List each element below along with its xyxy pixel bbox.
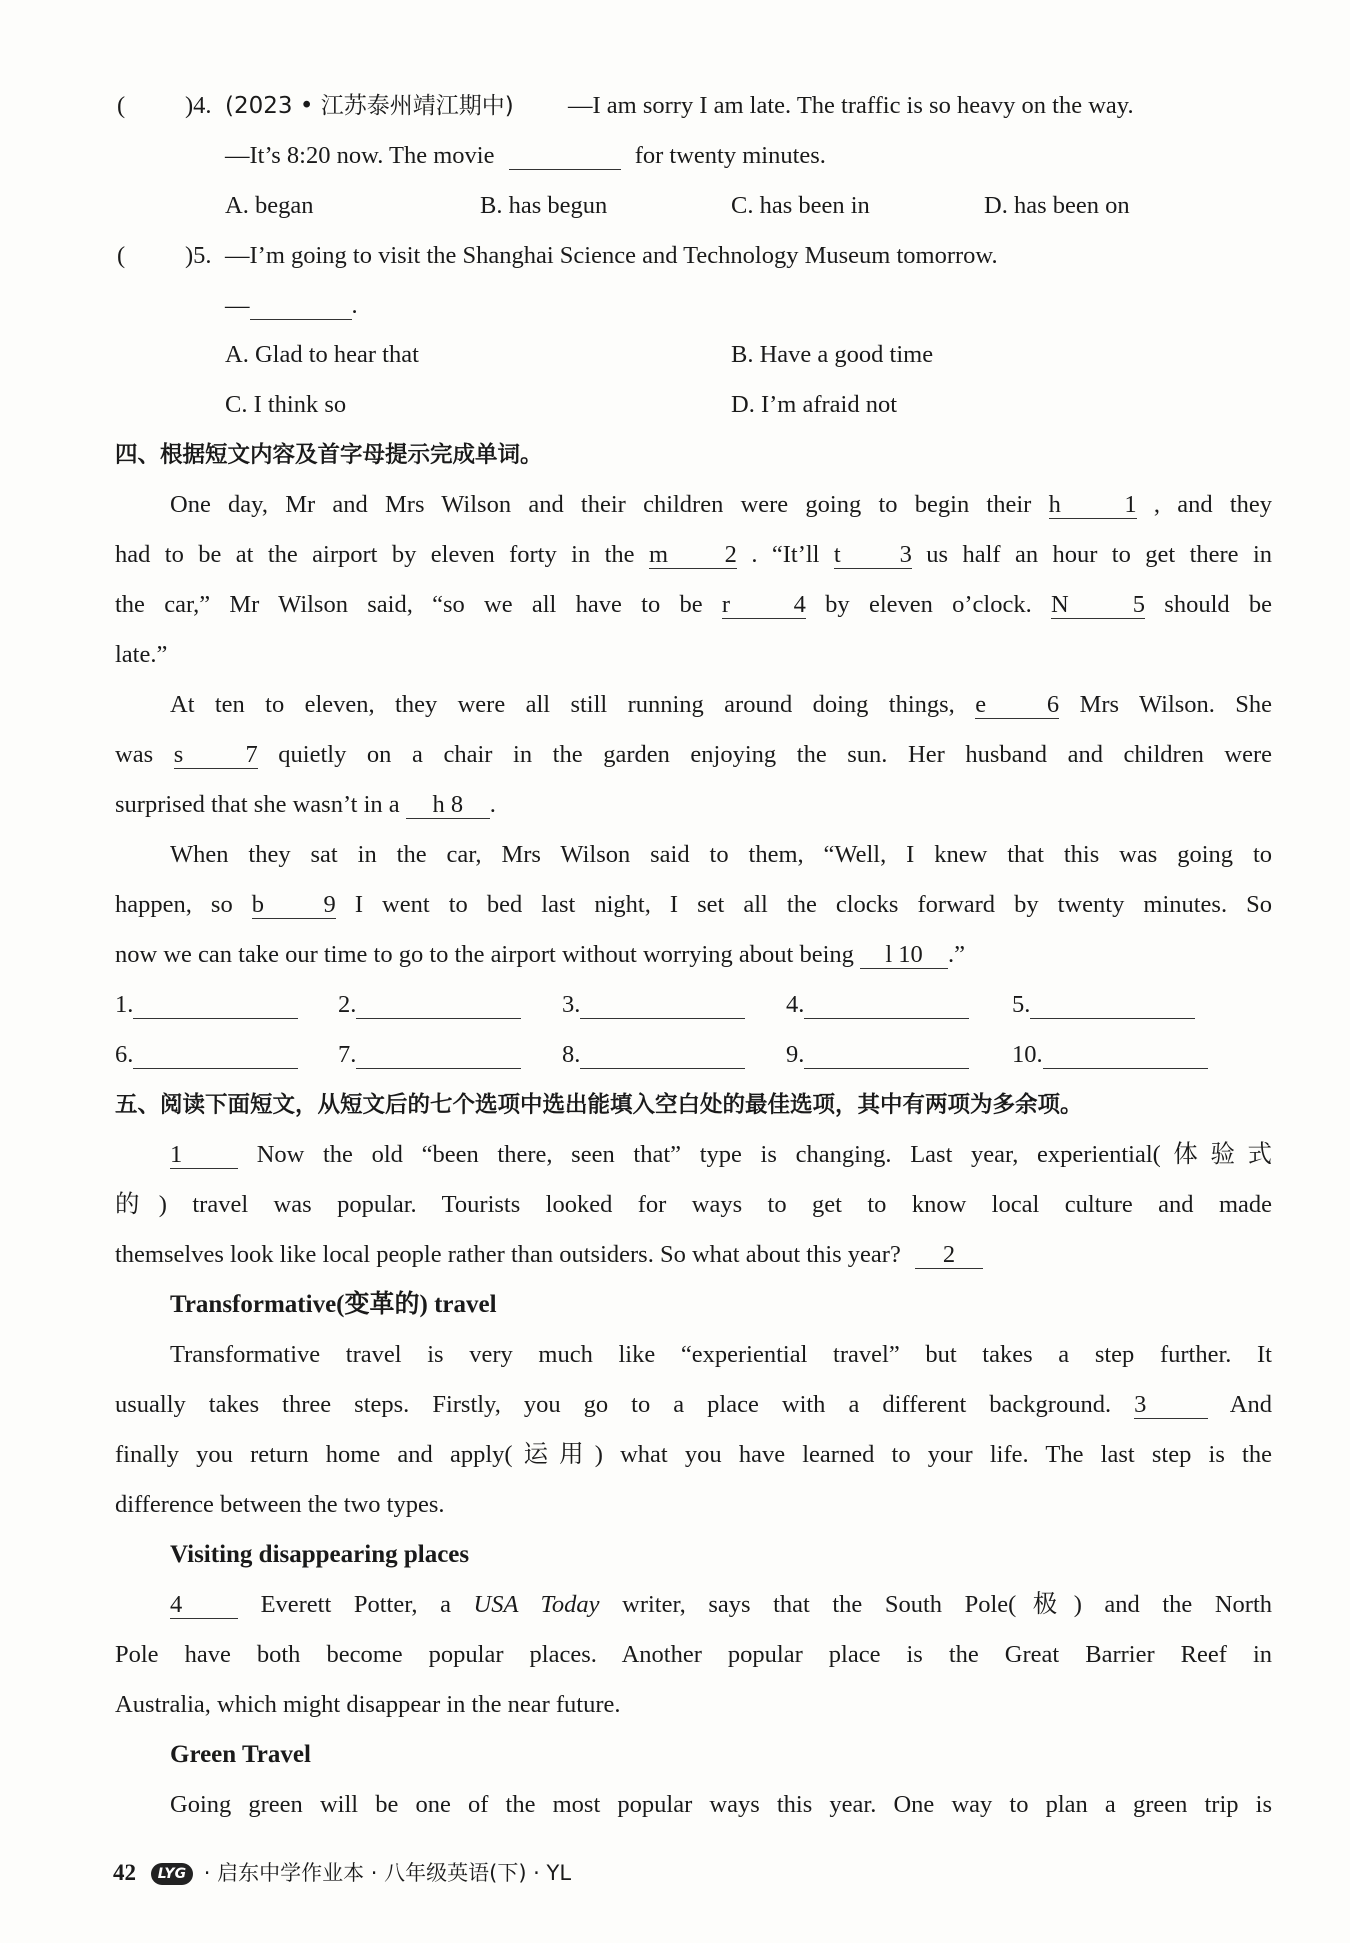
s4-blank-7[interactable]: s 7 <box>173 741 258 768</box>
s5-blank-3[interactable]: 3 <box>1134 1392 1208 1419</box>
text: And <box>1229 1391 1272 1418</box>
s4-p2-line2 <box>115 739 1272 771</box>
text: themselves look like local people rather than outsiders. So what about this year? <box>115 1241 901 1268</box>
s4-p2-line3 <box>115 789 496 821</box>
s4-blank-5[interactable]: N 5 <box>1051 591 1146 618</box>
q5-option-b[interactable]: B. Have a good time <box>731 341 934 368</box>
s5-p1-line3 <box>115 1239 983 1271</box>
q4-option-b[interactable]: B. has begun <box>480 192 608 219</box>
s5-p3-line1 <box>170 1589 1272 1621</box>
answer-label: 5. <box>1012 991 1031 1018</box>
s5-p3-line3: Australia, which might disappear in the near future. <box>115 1691 621 1718</box>
text: happen, so <box>115 891 233 918</box>
s4-p1-line2 <box>115 539 1272 571</box>
answer-label: 9. <box>786 1041 805 1068</box>
s5-p2-line1: Transformative travel is very much like “experiential travel” but takes a step further. It <box>170 1341 1272 1368</box>
section4-heading: 四、根据短文内容及首字母提示完成单词。 <box>115 442 543 468</box>
q5-line1: —I’m going to visit the Shanghai Science and Technology Museum tomorrow. <box>225 242 998 269</box>
answer-blank[interactable] <box>133 992 298 1019</box>
s4-blank-9[interactable]: b 9 <box>251 891 336 918</box>
answer-label: 6. <box>115 1041 134 1068</box>
s4-p3-line1: When they sat in the car, Mrs Wilson said to them, “Well, I knew that this was going to <box>170 841 1272 868</box>
answer-label: 3. <box>562 991 581 1018</box>
answer-3[interactable] <box>562 989 745 1021</box>
q5-option-d[interactable]: D. I’m afraid not <box>731 391 897 418</box>
footer-text: · 启东中学作业本 · 八年级英语(下) · YL <box>203 1861 572 1885</box>
s5-blank-1[interactable]: 1 <box>170 1142 238 1169</box>
q5-line2 <box>225 290 358 322</box>
s4-p1-line3 <box>115 589 1272 621</box>
subheading-green: Green Travel <box>170 1741 311 1768</box>
s4-p1-line4: late.” <box>115 641 168 668</box>
text: had to be at the airport by eleven forty in the <box>115 541 635 568</box>
answer-blank[interactable] <box>133 1042 298 1069</box>
s5-p4-line1: Going green will be one of the most popular ways this year. One way to plan a green trip is <box>170 1791 1272 1818</box>
s5-p2-line4: difference between the two types. <box>115 1491 445 1518</box>
answer-2[interactable] <box>338 989 521 1021</box>
s4-blank-10[interactable]: l 10 <box>860 942 948 969</box>
s5-p2-line2 <box>115 1389 1272 1421</box>
q4-line2-a: —It’s 8:20 now. The movie <box>225 142 495 169</box>
answer-1[interactable] <box>115 989 298 1021</box>
text: quietly on a chair in the garden enjoying the sun. Her husband and children were <box>278 741 1273 768</box>
text: Everett Potter, a <box>260 1591 451 1618</box>
s4-p3-line2 <box>115 889 1272 921</box>
s5-p3-line2: Pole have both become popular places. Another popular place is the Great Barrier Reef in <box>115 1641 1272 1668</box>
q4-paren-open: ( <box>117 92 126 119</box>
text: by eleven o’clock. <box>825 591 1032 618</box>
section5-heading: 五、阅读下面短文，从短文后的七个选项中选出能填入空白处的最佳选项，其中有两项为多余项。 <box>115 1092 1083 1118</box>
text: , and they <box>1153 491 1273 518</box>
s4-blank-3[interactable]: t 3 <box>833 541 912 568</box>
answer-blank[interactable] <box>356 992 521 1019</box>
q5-dash: — <box>225 292 250 319</box>
answer-8[interactable] <box>562 1039 745 1071</box>
lyg-logo-icon: LYG <box>151 1863 193 1885</box>
answer-label: 4. <box>786 991 805 1018</box>
q4-blank[interactable] <box>509 143 621 170</box>
s5-blank-4[interactable]: 4 <box>170 1592 238 1619</box>
s4-p1-line1 <box>170 489 1272 521</box>
text: usually takes three steps. Firstly, you go to a place with a different background. <box>115 1391 1112 1418</box>
q5-paren-open: ( <box>117 242 126 269</box>
q5-end: . <box>351 292 358 319</box>
text: One day, Mr and Mrs Wilson and their children were going to begin their <box>170 491 1032 518</box>
answer-7[interactable] <box>338 1039 521 1071</box>
s4-blank-1[interactable]: h 1 <box>1048 491 1137 518</box>
answer-4[interactable] <box>786 989 969 1021</box>
answer-blank[interactable] <box>356 1042 521 1069</box>
q4-number: )4. <box>185 92 212 119</box>
text: I went to bed last night, I set all the clocks forward by twenty minutes. So <box>354 891 1273 918</box>
s5-blank-2[interactable]: 2 <box>915 1242 983 1269</box>
text: writer, says that the South Pole(极) and the North <box>622 1591 1273 1618</box>
answer-blank[interactable] <box>804 1042 969 1069</box>
answer-blank[interactable] <box>1043 1042 1208 1069</box>
publication-name: USA Today <box>473 1591 600 1618</box>
text: . “It’ll <box>751 541 820 568</box>
s5-p1-line2: 的) travel was popular. Tourists looked for ways to get to know local culture and made <box>115 1191 1272 1218</box>
q4-line2-b: for twenty minutes. <box>634 142 826 169</box>
s4-p2-line1 <box>170 689 1272 721</box>
text: was <box>115 741 154 768</box>
text: At ten to eleven, they were all still running around doing things, <box>170 691 955 718</box>
s4-blank-8[interactable]: h 8 <box>406 792 490 819</box>
q4-source: (2023 • 江苏泰州靖江期中) <box>225 93 514 119</box>
text: .” <box>948 941 966 968</box>
answer-6[interactable] <box>115 1039 298 1071</box>
text: surprised that she wasn’t in a <box>115 791 400 818</box>
page-footer <box>113 1857 571 1889</box>
answer-label: 10. <box>1012 1041 1043 1068</box>
text: . <box>489 791 496 818</box>
q4-option-a[interactable]: A. began <box>225 192 314 219</box>
answer-5[interactable] <box>1012 989 1195 1021</box>
answer-blank[interactable] <box>580 992 745 1019</box>
s4-blank-2[interactable]: m 2 <box>648 541 737 568</box>
s4-blank-4[interactable]: r 4 <box>721 591 806 618</box>
text: now we can take our time to go to the airport without worrying about being <box>115 941 854 968</box>
answer-label: 1. <box>115 991 134 1018</box>
answer-blank[interactable] <box>580 1042 745 1069</box>
page-number: 42 <box>113 1860 136 1885</box>
q5-number: )5. <box>185 242 212 269</box>
subheading-transformative: Transformative(变革的) travel <box>170 1291 497 1318</box>
text: the car,” Mr Wilson said, “so we all have to be <box>115 591 703 618</box>
text: us half an hour to get there in <box>926 541 1273 568</box>
q4-option-d[interactable]: D. has been on <box>984 192 1130 219</box>
answer-9[interactable] <box>786 1039 969 1071</box>
answer-blank[interactable] <box>1030 992 1195 1019</box>
q5-option-c[interactable]: C. I think so <box>225 391 347 418</box>
text: Now the old “been there, seen that” type is changing. Last year, experiential(体验式 <box>256 1141 1272 1168</box>
q4-option-c[interactable]: C. has been in <box>731 192 870 219</box>
text: Mrs Wilson. She <box>1079 691 1273 718</box>
q5-blank[interactable] <box>250 293 352 320</box>
answer-label: 7. <box>338 1041 357 1068</box>
answer-blank[interactable] <box>804 992 969 1019</box>
s5-p1-line1 <box>170 1139 1272 1171</box>
s5-p2-line3: finally you return home and apply(运用) what you have learned to your life. The last step is the <box>115 1441 1272 1468</box>
answer-label: 8. <box>562 1041 581 1068</box>
answer-label: 2. <box>338 991 357 1018</box>
q5-option-a[interactable]: A. Glad to hear that <box>225 341 419 368</box>
text: should be <box>1164 591 1273 618</box>
s4-blank-6[interactable]: e 6 <box>975 691 1060 718</box>
answer-10[interactable] <box>1012 1039 1208 1071</box>
s4-p3-line3 <box>115 939 965 971</box>
subheading-disappearing: Visiting disappearing places <box>170 1541 470 1568</box>
q4-line2 <box>225 140 826 172</box>
q4-line1: —I am sorry I am late. The traffic is so heavy on the way. <box>568 92 1134 119</box>
